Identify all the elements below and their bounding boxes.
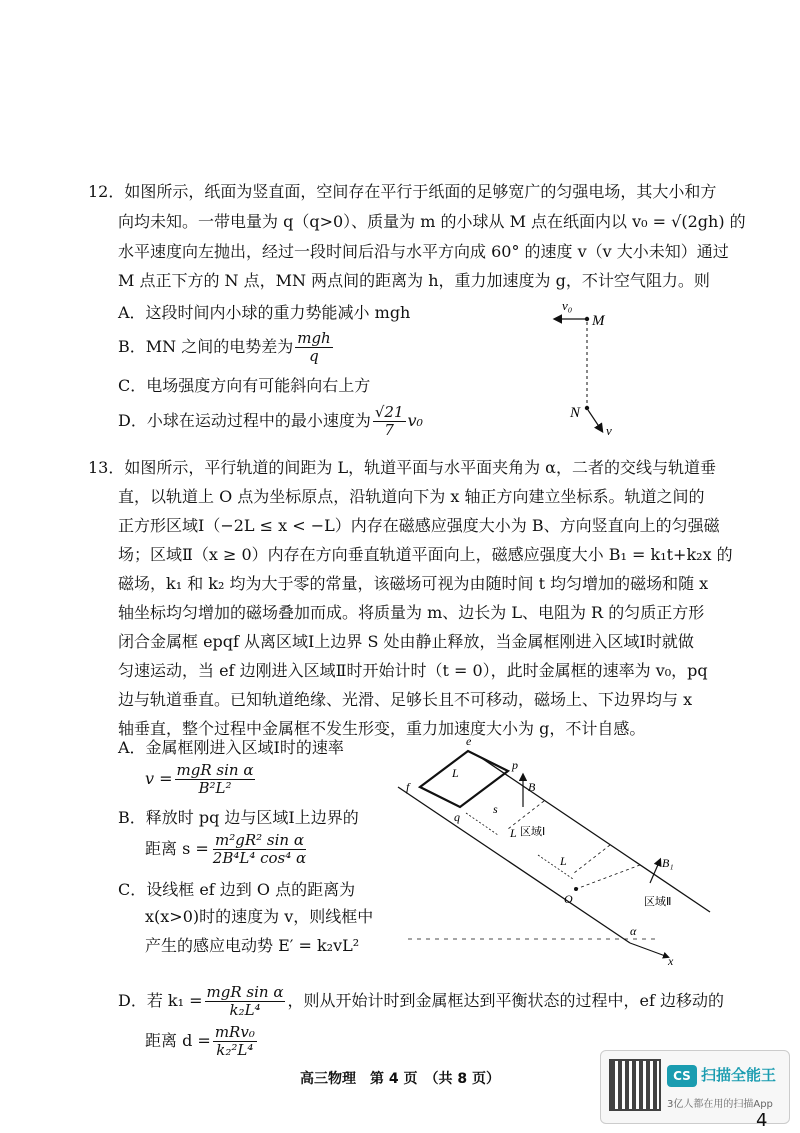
q12-n-label: N (570, 405, 581, 421)
label-B: B (528, 780, 536, 794)
region1-upper-boundary (508, 801, 544, 829)
q12-option-a: A．这段时间内小球的重力势能减小 mgh (118, 303, 411, 322)
q12-line-1: 12．如图所示，纸面为竖直面，空间存在平行于纸面的足够宽广的匀强电场，其大小和方 (88, 182, 717, 201)
q13-line-9: 边与轨道垂直。已知轨道绝缘、光滑、足够长且不可移动，磁场上、下边界均与 x (118, 690, 693, 709)
q13-option-a-text: A．金属框刚进入区域Ⅰ时的速率 (118, 738, 344, 757)
label-region2: 区域Ⅱ (644, 896, 672, 908)
q13-line-10: 轴垂直，整个过程中金属框不发生形变，重力加速度大小为 g，不计自感。 (118, 719, 646, 738)
q12-option-b-fraction: $\frac{\text{mgh}}{q}$ (297, 329, 331, 365)
label-O: O (564, 892, 573, 906)
camscanner-tagline: 3亿人都在用的扫描App (667, 1099, 773, 1110)
q13-line-3: 正方形区域Ⅰ（−2L ≤ x < −L）内存在磁感应强度大小为 B、方向竖直向上的匀强磁 (118, 516, 720, 535)
label-x: x (668, 954, 674, 968)
label-p: p (512, 758, 518, 772)
camscanner-logo: CS (667, 1065, 697, 1087)
label-region1: 区域Ⅰ (520, 826, 546, 838)
q13-option-b-fraction: $\frac{\text{m²gR² sin α}}{\text{2B⁴L⁴ cos⁴ α}}$ (212, 831, 307, 867)
region1-lower-boundary (574, 845, 610, 873)
q13-option-c-line-1: C．设线框 ef 边到 O 点的距离为 (118, 880, 356, 899)
q13-option-c-line-2: x(x>0)时的速度为 v，则线框中 (145, 907, 374, 926)
q12-option-d-fraction: $\frac{√21}{7}$ (374, 403, 404, 439)
q13-line-2: 直，以轨道上 O 点为坐标原点，沿轨道向下为 x 轴正方向建立坐标系。轨道之间的 (118, 487, 705, 506)
x-axis-arrow (630, 943, 668, 957)
page-number: 4 (756, 1110, 768, 1131)
q12-v-arrow (588, 410, 602, 431)
q12-v-label: v (606, 423, 612, 438)
label-L-gap: L (560, 854, 567, 868)
origin-point (574, 887, 578, 891)
q12-point-m (585, 317, 589, 321)
q12-line-4: M 点正下方的 N 点，MN 两点间的距离为 h，重力加速度为 g，不计空气阻力。则 (118, 271, 710, 290)
s-dimension (466, 813, 498, 835)
q12-point-n (585, 406, 589, 410)
q12-line-3: 水平速度向左抛出，经过一段时间后沿与水平方向成 60° 的速度 v（v 大小未知）通过 (118, 242, 729, 261)
q13-line-7: 闭合金属框 epqf 从离区域Ⅰ上边界 S 处由静止释放，当金属框刚进入区域Ⅰ时就做 (118, 632, 694, 651)
q13-line-1: 13．如图所示，平行轨道的间距为 L，轨道平面与水平面夹角为 α，二者的交线与轨道垂 (88, 458, 716, 477)
label-L-frame: L (452, 766, 459, 780)
label-f: f (406, 780, 410, 794)
label-q: q (454, 810, 460, 824)
q12-option-b: B．MN 之间的电势差为 $\frac{\text{mgh}}{q}$ (118, 329, 331, 365)
q12-option-c: C．电场强度方向有可能斜向右上方 (118, 376, 371, 395)
q13-line-6: 轴坐标均匀增加的磁场叠加而成。将质量为 m、边长为 L、电阻为 R 的匀质正方形 (118, 603, 705, 622)
rail-lower (398, 787, 630, 943)
q13-option-d-distance-fraction: $\frac{\text{mRv₀}}{\text{k₂²L⁴}}$ (214, 1023, 255, 1059)
label-B1: B₁ (662, 856, 674, 870)
q13-line-4: 场；区域Ⅱ（x ≥ 0）内存在方向垂直轨道平面向上，磁感应强度大小 B₁ = k₁t+k₂x 的 (118, 545, 733, 564)
q13-option-b-text: B．释放时 pq 边与区域Ⅰ上边界的 (118, 808, 359, 827)
q13-option-c-line-3: 产生的感应电动势 E′ = k₂vL² (145, 936, 360, 955)
label-alpha: α (630, 924, 637, 938)
q13-figure (368, 735, 718, 970)
region2-boundary (576, 865, 640, 889)
qr-code-icon (609, 1059, 661, 1111)
label-s: s (493, 802, 498, 816)
q13-option-b-formula: 距离 s = $\frac{\text{m²gR² sin α}}{\text{2B⁴L⁴ cos⁴ α}}$ (145, 831, 307, 867)
q13-option-a-fraction: $\frac{\text{mgR sin α}}{\text{B²L²}}$ (176, 761, 254, 797)
metal-frame (420, 751, 508, 807)
q12-v0-label: v₀ (562, 298, 573, 313)
label-e: e (466, 735, 472, 748)
camscanner-name: 扫描全能王 (701, 1066, 777, 1084)
b1-field-arrow (650, 860, 660, 883)
gap-dimension (538, 855, 573, 879)
q12-figure (540, 295, 630, 440)
label-L-region: L (510, 826, 517, 840)
q12-option-d: D．小球在运动过程中的最小速度为 $\frac{√21}{7}$ v₀ (118, 403, 423, 439)
q12-line-2: 向均未知。一带电量为 q（q>0）、质量为 m 的小球从 M 点在纸面内以 v₀ = √(2gh) 的 (118, 212, 746, 231)
page-footer: 高三物理 第 4 页 （共 8 页） (300, 1071, 500, 1087)
q13-line-5: 磁场，k₁ 和 k₂ 均为大于零的常量，该磁场可视为由随时间 t 均匀增加的磁场和随 x (118, 574, 709, 593)
q13-line-8: 匀速运动，当 ef 边刚进入区域Ⅱ时开始计时（t = 0），此时金属框的速率为 v₀，pq (118, 661, 708, 680)
q13-option-a-formula: v = $\frac{\text{mgR sin α}}{\text{B²L²}}$ (145, 761, 254, 797)
q12-m-label: M (592, 313, 605, 329)
q13-option-d-line-1: D．若 k₁ = $\frac{\text{mgR sin α}}{\text{k₂L⁴}}$ ，则从开始计时到金属框达到平衡状态的过程中，ef 边移动的 (118, 983, 724, 1019)
q13-option-d-line-2: 距离 d = $\frac{\text{mRv₀}}{\text{k₂²L⁴}}$ (145, 1023, 255, 1059)
q13-option-d-fraction: $\frac{\text{mgR sin α}}{\text{k₂L⁴}}$ (206, 983, 284, 1019)
